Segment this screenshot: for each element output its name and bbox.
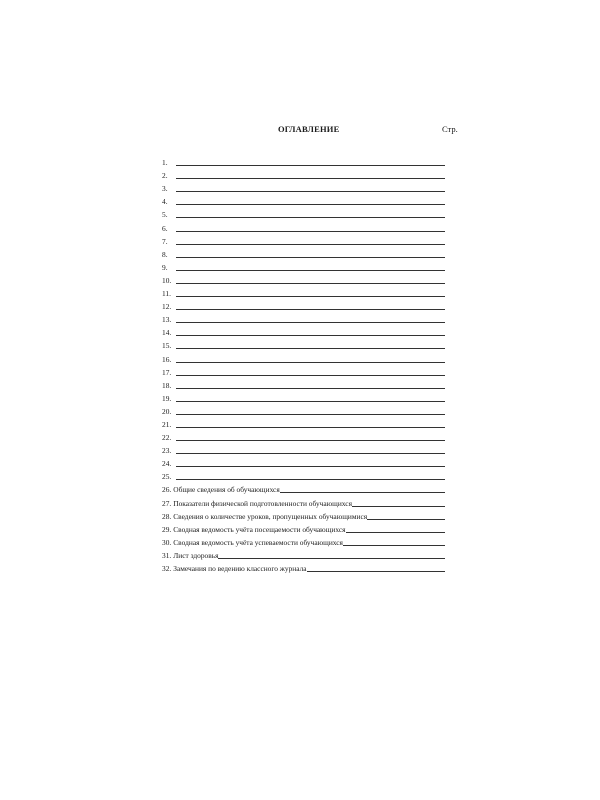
toc-entry	[162, 494, 445, 507]
toc-entry	[162, 390, 445, 403]
toc-entry-number: 21.	[162, 419, 172, 429]
fill-line	[343, 538, 445, 546]
fill-line	[352, 499, 445, 507]
fill-line	[176, 224, 445, 232]
fill-line	[176, 184, 445, 192]
toc-entry-number: 17.	[162, 367, 172, 377]
fill-line	[176, 263, 445, 271]
fill-line	[176, 210, 445, 218]
toc-entry-label: Показатели физической подготовленности обучающихся	[173, 498, 352, 508]
toc-entry-number: 19.	[162, 393, 172, 403]
fill-line	[176, 368, 445, 376]
toc-entry	[162, 246, 445, 259]
toc-entry	[162, 350, 445, 363]
fill-line	[367, 512, 445, 520]
toc-entry-number: 3.	[162, 184, 168, 194]
fill-line	[176, 433, 445, 441]
toc-entry-number: 13.	[162, 315, 172, 325]
toc-entry-label: Общие сведения об обучающихся	[173, 485, 280, 495]
toc-entry-label: Сводная ведомость учёта посещаемости обучающихся	[173, 524, 346, 534]
toc-entry-number: 15.	[162, 341, 172, 351]
fill-line	[176, 381, 445, 389]
toc-entry	[162, 442, 445, 455]
fill-line	[176, 158, 445, 166]
toc-entry-number: 22.	[162, 433, 172, 443]
toc-entry	[162, 298, 445, 311]
toc-entry	[162, 403, 445, 416]
toc-entry	[162, 259, 445, 272]
table-of-contents	[162, 154, 445, 573]
fill-line	[176, 394, 445, 402]
toc-entry	[162, 193, 445, 206]
toc-entry-number: 23.	[162, 446, 172, 456]
toc-entry	[162, 364, 445, 377]
toc-entry-number: 25.	[162, 472, 172, 482]
toc-entry-number: 16.	[162, 354, 172, 364]
fill-line	[307, 564, 445, 572]
toc-entry	[162, 311, 445, 324]
fill-line	[176, 250, 445, 258]
toc-entry-number: 5.	[162, 210, 168, 220]
toc-entry	[162, 377, 445, 390]
fill-line	[176, 459, 445, 467]
toc-entry	[162, 521, 445, 534]
fill-line	[176, 197, 445, 205]
fill-line	[346, 525, 445, 533]
toc-entry	[162, 324, 445, 337]
toc-entry-number: 4.	[162, 197, 168, 207]
toc-entry-number: 9.	[162, 262, 168, 272]
toc-entry-number: 7.	[162, 236, 168, 246]
page-column-label: Стр.	[442, 124, 458, 134]
toc-entry	[162, 167, 445, 180]
toc-entry	[162, 180, 445, 193]
toc-entry	[162, 272, 445, 285]
fill-line	[176, 446, 445, 454]
toc-entry	[162, 416, 445, 429]
fill-line	[176, 171, 445, 179]
toc-entry-number: 29.	[162, 524, 172, 534]
toc-entry	[162, 547, 445, 560]
toc-entry	[162, 468, 445, 481]
fill-line	[176, 328, 445, 336]
toc-entry	[162, 285, 445, 298]
toc-entry	[162, 481, 445, 494]
fill-line	[176, 302, 445, 310]
toc-entry-number: 24.	[162, 459, 172, 469]
toc-entry-number: 2.	[162, 171, 168, 181]
fill-line	[176, 276, 445, 284]
toc-entry	[162, 233, 445, 246]
toc-entry-number: 27.	[162, 498, 172, 508]
toc-entry-number: 20.	[162, 406, 172, 416]
toc-entry-number: 10.	[162, 275, 172, 285]
toc-entry-number: 30.	[162, 537, 172, 547]
fill-line	[176, 315, 445, 323]
toc-entry-number: 6.	[162, 223, 168, 233]
page-title: ОГЛАВЛЕНИЕ	[278, 124, 340, 134]
toc-entry-label: Лист здоровья	[173, 550, 219, 560]
toc-entry-label: Сводная ведомость учёта успеваемости обучающихся	[173, 537, 343, 547]
toc-entry-label: Сведения о количестве уроков, пропущенных обучающимися	[173, 511, 368, 521]
fill-line	[176, 341, 445, 349]
toc-entry	[162, 560, 445, 573]
toc-entry-number: 32.	[162, 564, 172, 573]
toc-entry-number: 12.	[162, 302, 172, 312]
fill-line	[280, 485, 445, 493]
toc-entry-number: 28.	[162, 511, 172, 521]
toc-entry	[162, 429, 445, 442]
fill-line	[176, 355, 445, 363]
toc-entry-number: 31.	[162, 550, 172, 560]
toc-entry	[162, 508, 445, 521]
toc-entry	[162, 455, 445, 468]
toc-entry-number: 1.	[162, 158, 168, 168]
fill-line	[176, 420, 445, 428]
toc-entry	[162, 206, 445, 219]
toc-entry-number: 11.	[162, 289, 171, 299]
fill-line	[176, 472, 445, 480]
toc-entry-number: 26.	[162, 485, 172, 495]
fill-line	[176, 407, 445, 415]
toc-entry	[162, 337, 445, 350]
toc-entry-label: Замечания по ведению классного журнала	[173, 564, 307, 573]
toc-entry-number: 18.	[162, 380, 172, 390]
toc-entry-number: 8.	[162, 249, 168, 259]
fill-line	[176, 237, 445, 245]
toc-entry	[162, 154, 445, 167]
toc-entry	[162, 534, 445, 547]
toc-entry-number: 14.	[162, 328, 172, 338]
fill-line	[176, 289, 445, 297]
toc-entry	[162, 219, 445, 232]
fill-line	[218, 551, 445, 559]
